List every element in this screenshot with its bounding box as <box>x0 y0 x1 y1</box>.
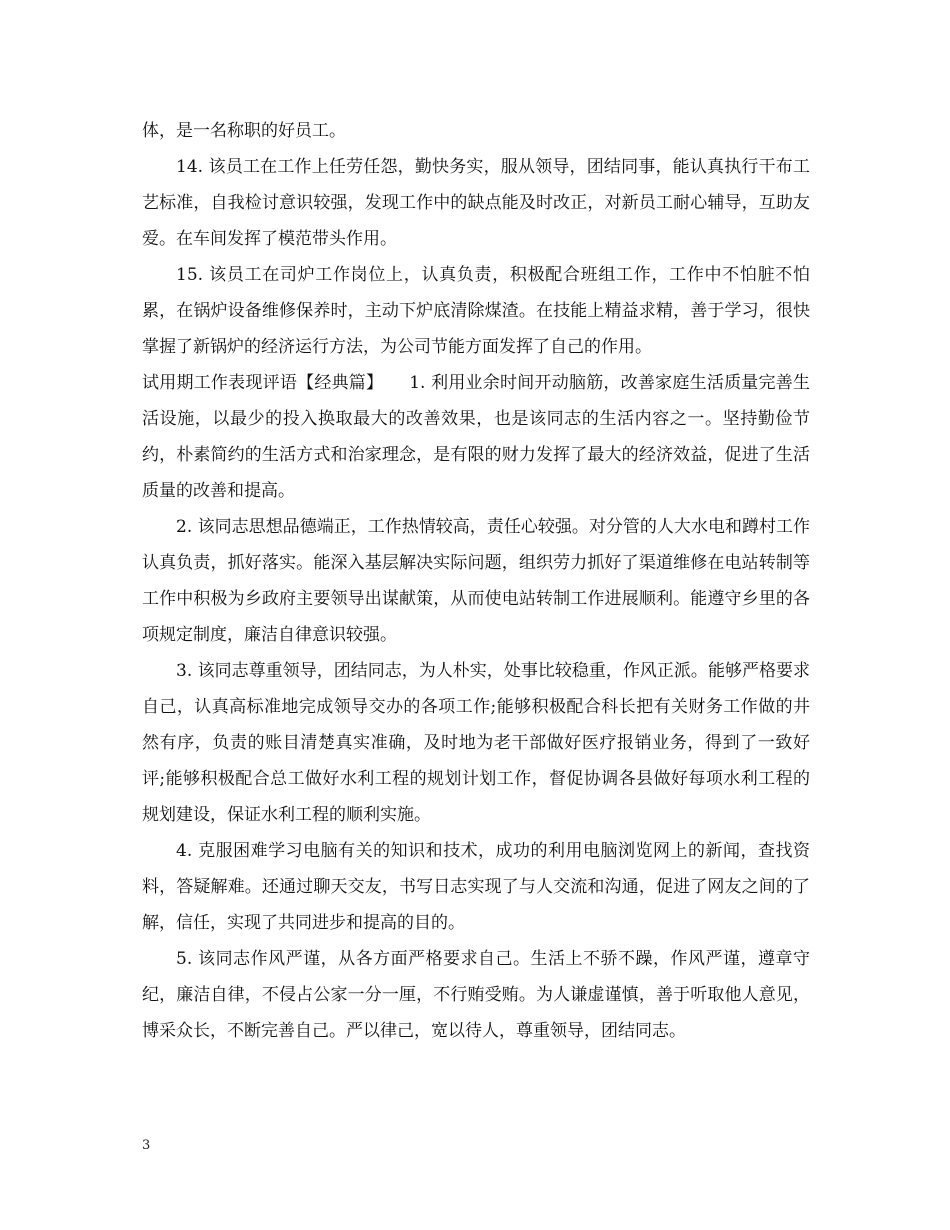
paragraph-item-14: 14. 该员工在工作上任劳任怨，勤快务实，服从领导，团结同事，能认真执行干布工艺标准，自我检讨意识较强，发现工作中的缺点能及时改正，对新员工耐心辅导，互助友爱。在车间发挥了模范带头作用。 <box>142 157 810 249</box>
paragraph-item-15: 15. 该员工在司炉工作岗位上，认真负责，积极配合班组工作，工作中不怕脏不怕累，在锅炉设备维修保养时，主动下炉底清除煤渣。在技能上精益求精，善于学习，很快掌握了新锅炉的经济运行方法，为公司节能方面发挥了自己的作用。 <box>142 265 810 357</box>
document-body <box>142 113 810 1049</box>
page-number: 3 <box>142 1138 151 1153</box>
paragraph-item-4: 4. 克服困难学习电脑有关的知识和技术，成功的利用电脑浏览网上的新闻，查找资料，答疑解难。还通过聊天交友，书写日志实现了与人交流和沟通，促进了网友之间的了解，信任，实现了共同进步和提高的目的。 <box>142 841 810 933</box>
paragraph-continued: 体，是一名称职的好员工。 <box>142 121 346 141</box>
paragraph-item-5: 5. 该同志作风严谨，从各方面严格要求自己。生活上不骄不躁，作风严谨，遵章守纪，廉洁自律，不侵占公家一分一厘，不行贿受贿。为人谦虚谨慎，善于听取他人意见，博采众长，不断完善自己。严以律己，宽以待人，尊重领导，团结同志。 <box>142 949 810 1041</box>
paragraph-item-2: 2. 该同志思想品德端正，工作热情较高，责任心较强。对分管的人大水电和蹲村工作认真负责，抓好落实。能深入基层解决实际问题，组织劳力抓好了渠道维修在电站转制等工作中积极为乡政府主要领导出谋献策，从而使电站转制工作进展顺利。能遵守乡里的各项规定制度，廉洁自律意识较强。 <box>142 517 810 645</box>
paragraph-item-3: 3. 该同志尊重领导，团结同志，为人朴实，处事比较稳重，作风正派。能够严格要求自己，认真高标准地完成领导交办的各项工作;能够积极配合科长把有关财务工作做的井然有序，负责的账目清楚真实准确，及时地为老干部做好医疗报销业务，得到了一致好评;能够积极配合总工做好水利工程的规划计划工作，督促协调各县做好每项水利工程的规划建设，保证水利工程的顺利实施。 <box>142 661 810 825</box>
paragraph-section-heading-item-1: 试用期工作表现评语【经典篇】 1. 利用业余时间开动脑筋，改善家庭生活质量完善生活设施，以最少的投入换取最大的改善效果，也是该同志的生活内容之一。坚持勤俭节约，朴素简约的生活方式和治家理念，是有限的财力发挥了最大的经济效益，促进了生活质量的改善和提高。 <box>142 373 810 501</box>
